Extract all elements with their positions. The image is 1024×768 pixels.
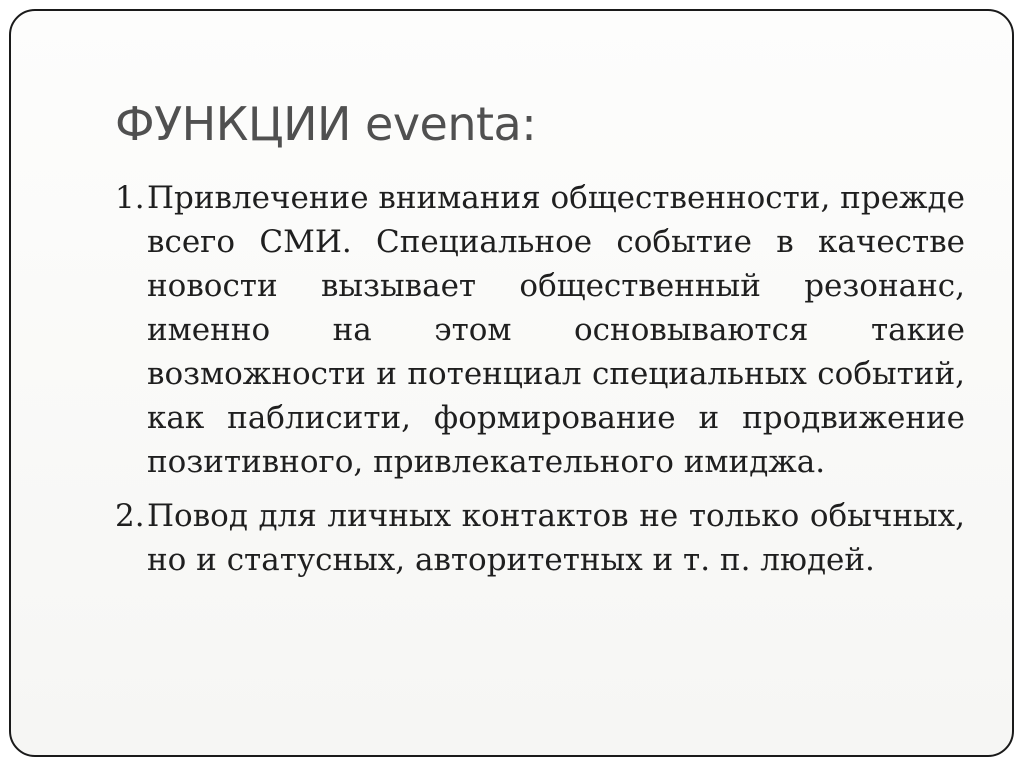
list-item-2 [115, 494, 965, 582]
slide [9, 9, 1014, 757]
list-item-number: 1. [115, 180, 145, 216]
slide-content [115, 176, 965, 582]
list-item-number: 2. [115, 498, 145, 534]
list-item-1 [115, 176, 965, 484]
list-item-text: Повод для личных контактов не только обычных, но и статусных, авторитетных и т. п. людей. [147, 498, 965, 578]
slide-title: ФУНКЦИИ eventa: [115, 97, 537, 151]
list-item-text: Привлечение внимания общественности, прежде всего СМИ. Специальное событие в качестве новости вызывает общественный резонанс, именно на этом основываются такие возможности и потенциал специальных событий, как паблисити, формирование и продвижение позитивного, привлекательного имиджа. [147, 180, 965, 480]
